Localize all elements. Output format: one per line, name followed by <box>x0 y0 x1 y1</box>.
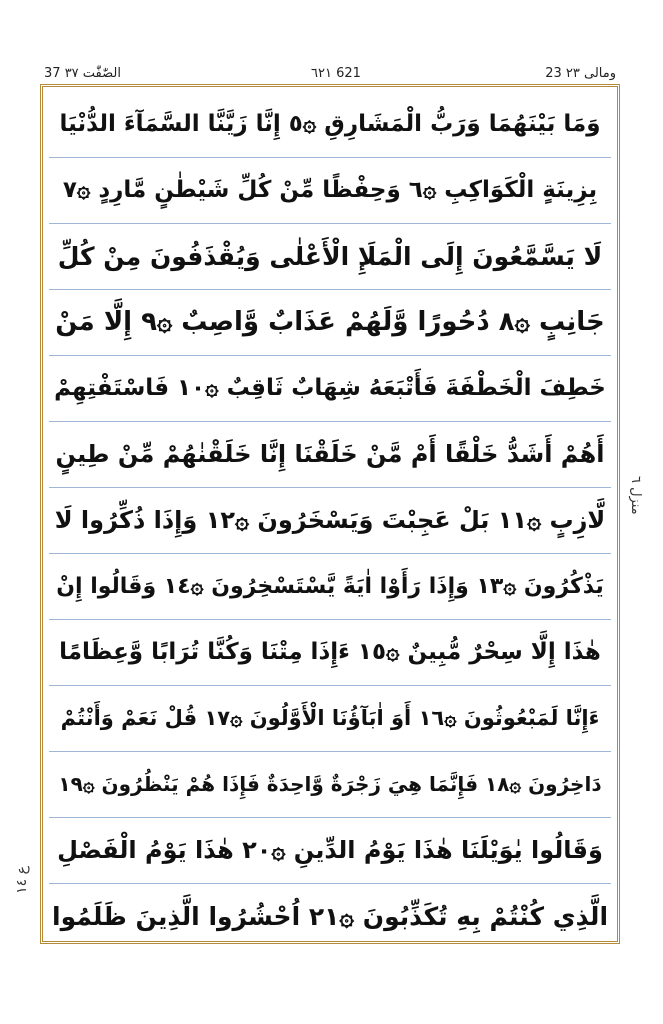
quran-page-frame <box>40 84 620 944</box>
quran-line <box>49 289 611 356</box>
line-text: الَّذِي كُنْتُمْ بِهِ تُكَذِّبُونَ ۞٢١ اُحْشُرُوا الَّذِينَ ظَلَمُوا <box>52 901 609 931</box>
quran-line <box>49 91 611 158</box>
quran-line <box>49 157 611 224</box>
surah-name: الصّٰفّٰت ٣٧ 37 <box>44 66 121 81</box>
juz-name: 23 ومالی ٢٣ <box>545 66 616 81</box>
line-text: دَاخِرُونَ ۞١٨ فَإِنَّمَا هِيَ زَجْرَةٌ وَّاحِدَةٌ فَإِذَا هُمْ يَنْظُرُونَ ۞١٩ <box>58 772 602 796</box>
line-text: جَانِبٍ ۞٨ دُحُورًا وَّلَهُمْ عَذَابٌ وَّاصِبٌ ۞٩ إِلَّا مَنْ <box>55 307 605 337</box>
quran-line <box>49 355 611 422</box>
line-text: يَذْكُرُونَ ۞١٣ وَإِذَا رَأَوْا اٰيَةً يَّسْتَسْخِرُونَ ۞١٤ وَقَالُوا إِنْ <box>56 573 604 599</box>
line-text: لَّازِبٍ ۞١١ بَلْ عَجِبْتَ وَيَسْخَرُونَ ۞١٢ وَإِذَا ذُكِّرُوا لَا <box>54 506 606 534</box>
manzil-marker: منزل ٦ <box>628 476 643 515</box>
ruku-marker: ع ١٤ <box>14 866 30 894</box>
line-text: وَقَالُوا يٰوَيْلَنَا هٰذَا يَوْمُ الدِّينِ ۞٢٠ هٰذَا يَوْمُ الْفَصْلِ <box>57 836 603 864</box>
line-text: هٰذَا إِلَّا سِحْرٌ مُّبِينٌ ۞١٥ ءَإِذَا مِتْنَا وَكُنَّا تُرَابًا وَّعِظَامًا <box>59 639 601 665</box>
quran-line <box>49 223 611 290</box>
quran-line <box>49 685 611 752</box>
page-header <box>44 66 616 82</box>
line-text: ءَإِنَّا لَمَبْعُوثُونَ ۞١٦ أَوَ اٰبَآؤُنَا الْأَوَّلُونَ ۞١٧ قُلْ نَعَمْ وَأَنْتُمْ <box>60 706 600 730</box>
quran-line <box>49 487 611 554</box>
line-text: وَمَا بَيْنَهُمَا وَرَبُّ الْمَشَارِقِ ۞٥ إِنَّا زَيَّنَّا السَّمَآءَ الدُّنْيَا <box>59 111 601 137</box>
line-text: لَا يَسَّمَّعُونَ إِلَى الْمَلَإِ الْأَعْلٰى وَيُقْذَفُونَ مِنْ كُلِّ <box>57 241 603 271</box>
quran-line <box>49 751 611 818</box>
line-text: خَطِفَ الْخَطْفَةَ فَأَتْبَعَهُ شِهَابٌ ثَاقِبٌ ۞١٠ فَاسْتَفْتِهِمْ <box>54 375 606 401</box>
page-number: ٦٢١ 621 <box>311 66 361 81</box>
quran-line <box>49 421 611 488</box>
line-text: أَهُمْ أَشَدُّ خَلْقًا أَمْ مَّنْ خَلَقْنَا إِنَّا خَلَقْنٰهُمْ مِّنْ طِينٍ <box>55 440 605 468</box>
quran-line <box>49 553 611 620</box>
quran-line <box>49 817 611 884</box>
quran-line <box>49 883 611 949</box>
line-text: بِزِينَةٍ الْكَوَاكِبِ ۞٦ وَحِفْظًا مِّنْ كُلِّ شَيْطٰنٍ مَّارِدٍ ۞٧ <box>62 177 598 203</box>
quran-line <box>49 619 611 686</box>
